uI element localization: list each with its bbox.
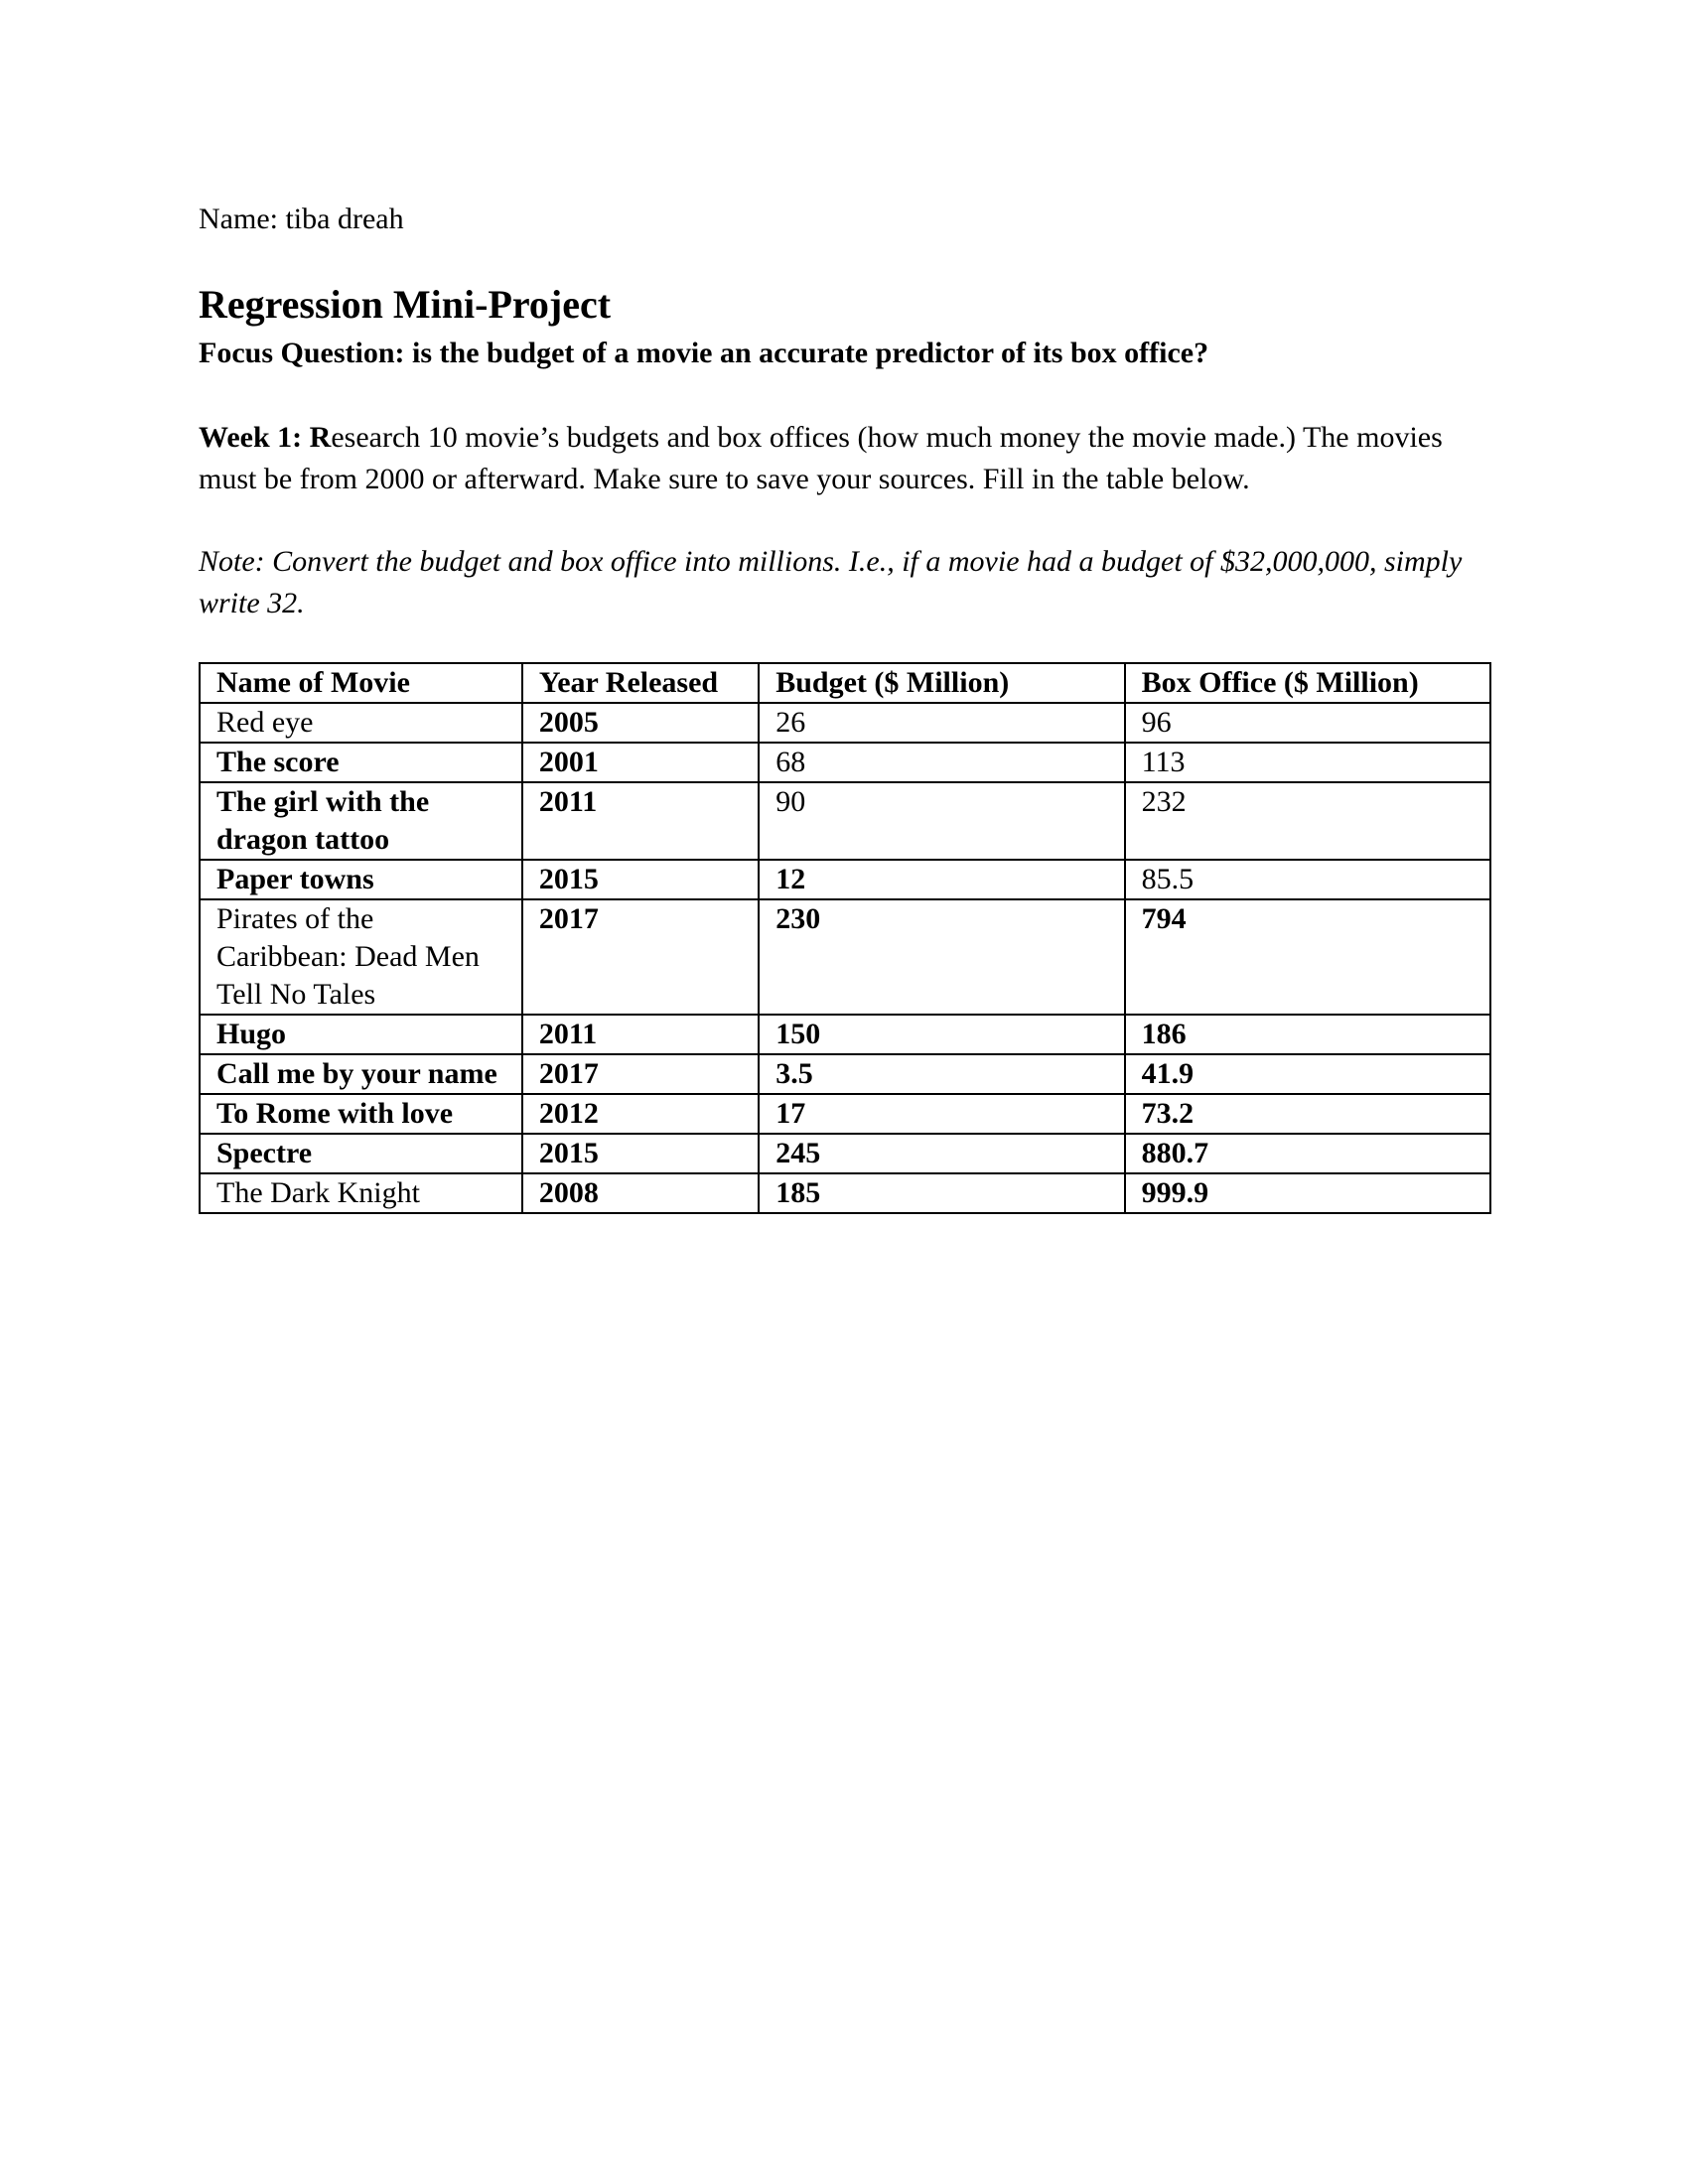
table-row <box>200 1173 1490 1213</box>
year-cell: 2011 <box>522 782 759 860</box>
budget-cell: 90 <box>759 782 1124 860</box>
table-row <box>200 1134 1490 1173</box>
header-name-of-movie: Name of Movie <box>200 663 522 703</box>
name-label: Name: <box>199 203 278 235</box>
table-row <box>200 1015 1490 1054</box>
movie-name-cell: To Rome with love <box>200 1094 522 1134</box>
header-budget: Budget ($ Million) <box>759 663 1124 703</box>
table-row <box>200 703 1490 743</box>
movie-name-cell: Pirates of the Caribbean: Dead Men Tell No Tales <box>200 899 522 1015</box>
movie-name-cell: Call me by your name <box>200 1054 522 1094</box>
budget-cell: 17 <box>759 1094 1124 1134</box>
year-cell: 2015 <box>522 1134 759 1173</box>
focus-question: Focus Question: is the budget of a movie an accurate predictor of its box office? <box>199 337 1209 369</box>
movie-name-cell: The Dark Knight <box>200 1173 522 1213</box>
movie-name-cell: Hugo <box>200 1015 522 1054</box>
budget-cell: 245 <box>759 1134 1124 1173</box>
budget-cell: 26 <box>759 703 1124 743</box>
box-office-cell: 999.9 <box>1125 1173 1490 1213</box>
box-office-cell: 880.7 <box>1125 1134 1490 1173</box>
budget-cell: 150 <box>759 1015 1124 1054</box>
movie-name-cell: The score <box>200 743 522 782</box>
box-office-cell: 794 <box>1125 899 1490 1015</box>
year-cell: 2017 <box>522 1054 759 1094</box>
student-name-line <box>199 203 404 236</box>
year-cell: 2011 <box>522 1015 759 1054</box>
movie-name-cell: The girl with the dragon tattoo <box>200 782 522 860</box>
week-1-text: esearch 10 movie’s budgets and box offices (how much money the movie made.) The movies must be from 2000 or afterward. Make sure to save your sources. Fill in the table below. <box>199 421 1443 495</box>
year-cell: 2017 <box>522 899 759 1015</box>
student-name-value: tiba dreah <box>285 203 404 235</box>
table-header-row <box>200 663 1490 703</box>
movie-name-cell: Red eye <box>200 703 522 743</box>
header-box-office: Box Office ($ Million) <box>1125 663 1490 703</box>
table-row <box>200 1054 1490 1094</box>
budget-cell: 3.5 <box>759 1054 1124 1094</box>
table-row <box>200 899 1490 1015</box>
box-office-cell: 232 <box>1125 782 1490 860</box>
budget-cell: 68 <box>759 743 1124 782</box>
box-office-cell: 113 <box>1125 743 1490 782</box>
box-office-cell: 73.2 <box>1125 1094 1490 1134</box>
year-cell: 2001 <box>522 743 759 782</box>
box-office-cell: 85.5 <box>1125 860 1490 899</box>
week-1-label: Week 1: R <box>199 421 332 454</box>
conversion-note: Note: Convert the budget and box office into millions. I.e., if a movie had a budget of $32,000,000, simply write 32. <box>199 545 1463 619</box>
budget-cell: 12 <box>759 860 1124 899</box>
movie-name-cell: Paper towns <box>200 860 522 899</box>
box-office-cell: 96 <box>1125 703 1490 743</box>
week-1-instructions <box>199 417 1489 500</box>
budget-cell: 185 <box>759 1173 1124 1213</box>
budget-cell: 230 <box>759 899 1124 1015</box>
year-cell: 2008 <box>522 1173 759 1213</box>
table-row <box>200 860 1490 899</box>
movie-name-cell: Spectre <box>200 1134 522 1173</box>
table-row <box>200 1094 1490 1134</box>
document-title: Regression Mini-Project <box>199 282 612 327</box>
box-office-cell: 41.9 <box>1125 1054 1490 1094</box>
box-office-cell: 186 <box>1125 1015 1490 1054</box>
year-cell: 2012 <box>522 1094 759 1134</box>
movie-table <box>199 662 1491 1214</box>
header-year-released: Year Released <box>522 663 759 703</box>
table-row <box>200 743 1490 782</box>
year-cell: 2015 <box>522 860 759 899</box>
table-row <box>200 782 1490 860</box>
year-cell: 2005 <box>522 703 759 743</box>
